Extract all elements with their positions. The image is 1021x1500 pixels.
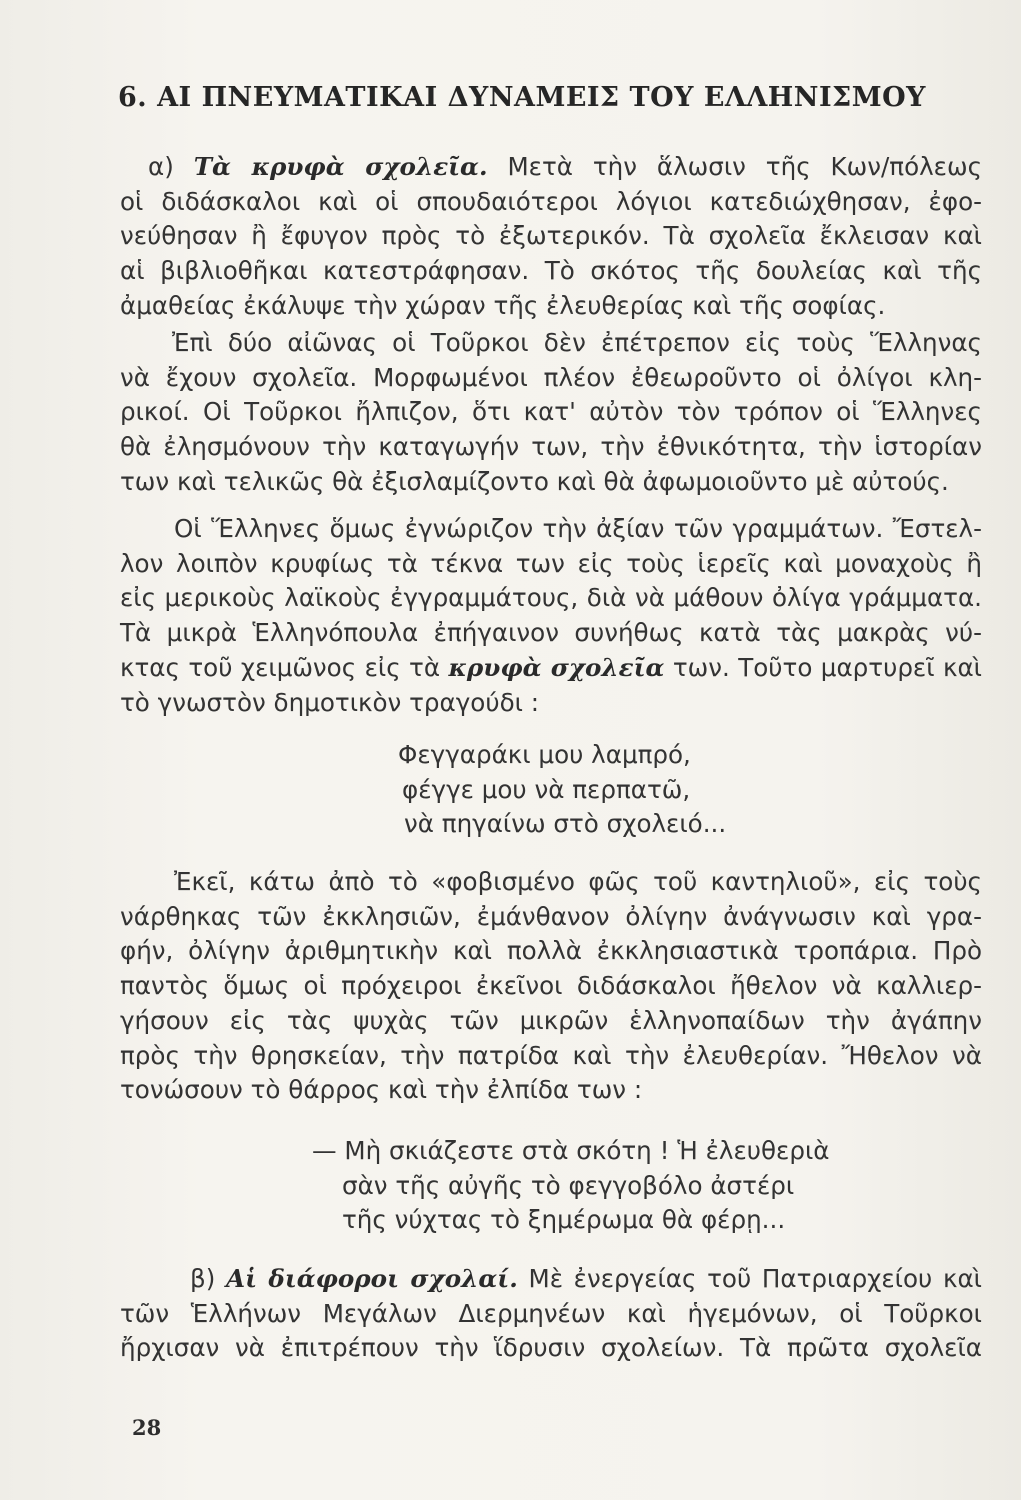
verse-line: Φεγγαράκι μου λαμπρό, <box>398 740 691 769</box>
paragraph-line: τῶν Ἑλλήνων Μεγάλων Διερμηνέων καὶ ἡγεμόνων, οἱ Τοῦρκοι <box>120 1298 982 1328</box>
verse-line: νὰ πηγαίνω στὸ σχολειό... <box>404 809 727 839</box>
verse-2 <box>312 1134 830 1238</box>
paragraph-line: θὰ ἐλησμόνουν τὴν καταγωγήν των, τὴν ἐθνικότητα, τὴν ἱστορίαν <box>120 432 982 462</box>
text-run: Μὲ ἐνεργείας τοῦ Πατριαρχείου καὶ <box>528 1264 982 1293</box>
text-run: των. Τοῦτο μαρτυρεῖ καὶ <box>672 652 982 682</box>
paragraph-4 <box>120 865 982 1108</box>
paragraph-line: ρικοί. Οἱ Τοῦρκοι ἤλπιζον, ὅτι κατ' αὐτὸν τὸν τρόπον οἱ Ἕλληνες <box>120 397 982 427</box>
paragraph-line: γήσουν εἰς τὰς ψυχὰς τῶν μικρῶν ἑλληνοπαίδων τὴν ἀγάπην <box>120 1005 982 1035</box>
paragraph-line: πρὸς τὴν θρησκείαν, τὴν πατρίδα καὶ τὴν ἐλευθερίαν. Ἤθελον νὰ <box>120 1040 982 1070</box>
paragraph-1 <box>120 150 982 324</box>
page-number: 28 <box>132 1415 162 1440</box>
paragraph-line <box>120 1262 982 1297</box>
verse-line: φέγγε μου νὰ περπατῶ, <box>402 774 691 804</box>
paragraph-line: ἀμαθείας ἐκάλυψε τὴν χώραν τῆς ἐλευθερίας καὶ τῆς σοφίας. <box>120 290 886 320</box>
paragraph-line <box>120 150 982 185</box>
paragraph-line: νάρθηκας τῶν ἐκκλησιῶν, ἐμάνθανον ὀλίγην ἀνάγνωσιν καὶ γρα- <box>120 901 982 931</box>
text-run: κτας τοῦ χειμῶνος εἰς τὰ <box>120 652 441 682</box>
paragraph-line: οἱ διδάσκαλοι καὶ οἱ σπουδαιότεροι λόγιοι κατεδιώχθησαν, ἐφο- <box>120 186 982 216</box>
paragraph-line: των καὶ τελικῶς θὰ ἐξισλαμίζοντο καὶ θὰ ἀφωμοιοῦντο μὲ αὐτούς. <box>120 466 949 496</box>
section-b-title: Αἱ διάφοροι σχολαί. <box>226 1264 518 1293</box>
paragraph-line: νεύθησαν ἢ ἔφυγον πρὸς τὸ ἐξωτερικόν. Τὰ σχολεῖα ἔκλεισαν καὶ <box>120 221 982 251</box>
paragraph-2 <box>120 326 982 500</box>
paragraph-line: νὰ ἔχουν σχολεῖα. Μορφωμένοι πλέον ἐθεωροῦντο οἱ ὀλίγοι κλη- <box>120 362 982 392</box>
paragraph-line: λον λοιπὸν κρυφίως τὰ τέκνα των εἰς τοὺς ἱερεῖς καὶ μοναχοὺς ἢ <box>120 548 982 578</box>
verse-1 <box>398 738 727 842</box>
paragraph-line: τὸ γνωστὸν δημοτικὸν τραγούδι : <box>120 687 540 717</box>
section-b-marker: β) <box>190 1264 216 1293</box>
section-a-marker: α) <box>148 152 174 181</box>
verse-line: τῆς νύχτας τὸ ξημέρωμα θὰ φέρῃ... <box>342 1205 786 1235</box>
paragraph-line: τονώσουν τὸ θάρρος καὶ τὴν ἐλπίδα των : <box>120 1075 643 1105</box>
paragraph-3 <box>120 512 982 720</box>
paragraph-line: Τὰ μικρὰ Ἑλληνόπουλα ἐπήγαινον συνήθως κατὰ τὰς μακρὰς νύ- <box>120 618 982 648</box>
section-b-paragraph <box>120 1262 982 1366</box>
paragraph-line: παντὸς ὅμως οἱ πρόχειροι ἐκεῖνοι διδάσκαλοι ἤθελον νὰ καλλιερ- <box>120 971 982 1001</box>
verse-line: σὰν τῆς αὐγῆς τὸ φεγγοβόλο ἀστέρι <box>342 1170 795 1200</box>
paragraph-line <box>120 651 982 686</box>
paragraph-line: Ἐπὶ δύο αἰῶνας οἱ Τοῦρκοι δὲν ἐπέτρεπον εἰς τοὺς Ἕλληνας <box>172 328 982 357</box>
verse-line: — Μὴ σκιάζεστε στὰ σκότη ! Ἡ ἐλευθεριὰ <box>312 1136 830 1165</box>
paragraph-line: Ἐκεῖ, κάτω ἀπὸ τὸ «φοβισμένο φῶς τοῦ καντηλιοῦ», εἰς τοὺς <box>174 867 982 896</box>
paragraph-line: εἰς μερικοὺς λαϊκοὺς ἐγγραμμάτους, διὰ νὰ μάθουν ὀλίγα γράμματα. <box>120 583 982 613</box>
paragraph-line: Οἱ Ἕλληνες ὅμως ἐγνώριζον τὴν ἀξίαν τῶν γραμμάτων. Ἔστελ- <box>174 514 982 543</box>
paragraph-line: ἤρχισαν νὰ ἐπιτρέπουν τὴν ἵδρυσιν σχολείων. Τὰ πρῶτα σχολεῖα <box>120 1333 982 1363</box>
paragraph-line: αἱ βιβλιοθῆκαι κατεστράφησαν. Τὸ σκότος τῆς δουλείας καὶ τῆς <box>120 256 982 286</box>
emphasis-kryfa-scholeia: κρυφὰ σχολεῖα <box>448 652 665 682</box>
paragraph-line: φήν, ὀλίγην ἀριθμητικὴν καὶ πολλὰ ἐκκλησιαστικὰ τροπάρια. Πρὸ <box>120 936 982 966</box>
section-a-title: Τὰ κρυφὰ σχολεῖα. <box>193 152 488 181</box>
chapter-heading: 6. ΑΙ ΠΝΕΥΜΑΤΙΚΑΙ ΔΥΝΑΜΕΙΣ ΤΟΥ ΕΛΛΗΝΙΣΜΟΥ <box>118 82 926 113</box>
text-run: Μετὰ τὴν ἅλωσιν τῆς Κων/πόλεως <box>507 152 982 181</box>
